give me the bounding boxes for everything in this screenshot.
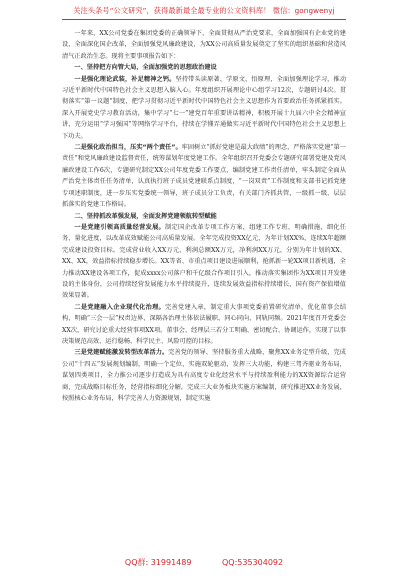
paragraph-lead: 一是党建引领高质量经营发展。 (74, 223, 166, 231)
intro-paragraph: 一年来，XX公司党委在集团党委的正确领导下，全面贯彻从严治党要求，全面加强国有企业党的建设，全面深化国企改革，全面加强党风廉政建设，为XX公司高质量发展奠定了坚实的组织基础和营造风清气正政治生态。现将主要事项报告如下： (62, 30, 346, 60)
paragraph-lead: 三是党建赋能激发转型改革活力。 (74, 349, 169, 357)
paragraph-lead: 二是强化政治担当，压实“两个责任”。 (74, 144, 182, 152)
section-1-paragraph-2 (62, 142, 346, 210)
paragraph-body: 完善党建入章，制定重大事项党委前置研究清单，优化董事会结构，明确“三会一层”权责边界，深隔各治理主体依法履职、同心同向、同轨同频。2021年度召开党委会XX次，研究讨论重大经营事项XX项。董事会、经理层三若分工明确、密切配合、协调运作，实现了以事决策规范高效、运行稳畅、科学民主、风险可控的目标。 (62, 303, 347, 345)
header-divider (62, 19, 346, 20)
section-2-paragraph-2 (62, 302, 346, 348)
paragraph-lead: 二是党建融入企业现代化治理。 (74, 303, 166, 311)
header-banner: 关注头条号“公文研究”，获得最新最全最专业的公文资料库！ 微信：gongwenyj (73, 6, 335, 15)
section-1-heading: 一、坚持把方向管大局，全面加强党的思想政治建设 (74, 64, 217, 72)
paragraph-lead: 一是强化理论武装，补足精神之钙。 (74, 75, 176, 83)
section-2-heading: 二、坚持抓改革强发展，全面发挥党建领航转型赋能 (74, 212, 217, 220)
qq-group-label: QQ群: 31991489 (124, 558, 192, 567)
footer-contact (0, 557, 408, 568)
section-2-paragraph-1 (62, 222, 346, 302)
paragraph-body: 坚持带头读原著、学原文、悟原理，全面加强理论学习，推动习近平新时代中国特色社会主义思想入脑入心。年度组织开展理论中心组学习12次，专题研讨4次。贯彻落实“第一议题”制度，把学习贯彻习近平新时代中国特色社会主义思想作为首要政治任务抓紧抓实。深入开展党史学习教育活动，集中学习“七一”建党百年重要讲话精神，积极开展十九届六中全会精神宣讲，充分运用“学习强国”等网络学习平台，持续在学懂弄通做实习近平新时代中国特色社会主义思想上下功夫。 (62, 75, 347, 140)
section-1-paragraph-1 (62, 74, 346, 142)
paragraph-body: 牢固树立“抓好党建是最大政绩”的理念，严格落实党建“第一责任”和党风廉政建设监督责任，统筹谋划年度党建工作。全年组织召开党委会专题研究部署党建及党风廉政建设工作6次，专题研究制定XX公司年度党委工作要点，编制党建工作责任清单，牢头制定全面从严治党主体责任任务清单，认真执行班子成员党建联系点制度，“一岗双责”工作制度和支部书记抓党建专项述职制度，进一步压实党委统一领导，班子成员分工负责，有关部门齐抓共管，一级抓一级、层层抓落实的党建工作格局。 (62, 144, 346, 209)
section-2-paragraph-3 (62, 347, 346, 404)
paragraph-body: 完善党的领导、坚持服务重大战略，聚焦XX业务定型升级，完成公司“十四五”发展规划编制，明确一个定位，实施双轮驱动，发挥三大功能，构建三驾齐驱业务布局，谋划四类项目，全力推公司逐步打造成为具有高度专业化经营水平与持续盈利能力的XX资源综合运营商，完成战略目标任务，经营指标细化分解，完成三大业务板块实施方案编制，研究推进XX业务发展，按照核心业务布局，科学完善人力资源规划，制定实施 (62, 349, 346, 402)
qq-label: QQ:535304092 (222, 558, 284, 567)
document-body (62, 28, 346, 404)
paragraph-body: 制定国企改革专项工作方案，组建工作专班，明确措施、细化任务、量化进度，以改革成效赋能公司高质量发展。全年完成投资XX亿元，为年计划XX%，连续X年超额完成建设投资目标。完成营业收入XX万元，利润总额XX万元，净利润XX万元，分别为年计划的XX、XX、XX，效益指标持续稳步增长。XX等省、市重点项目建设进展顺利，抢抓新一轮XX项目新机遇，全力推动XX建设各项工作，促成xxxx公司落户和千亿级合作项目引入，推动落实集团作为XX项目开发建设的主体身份，公司持续经营发展能力水平持续提升，连续发展效益指标持续增长，国有资产保值增值效果显著。 (62, 223, 347, 300)
